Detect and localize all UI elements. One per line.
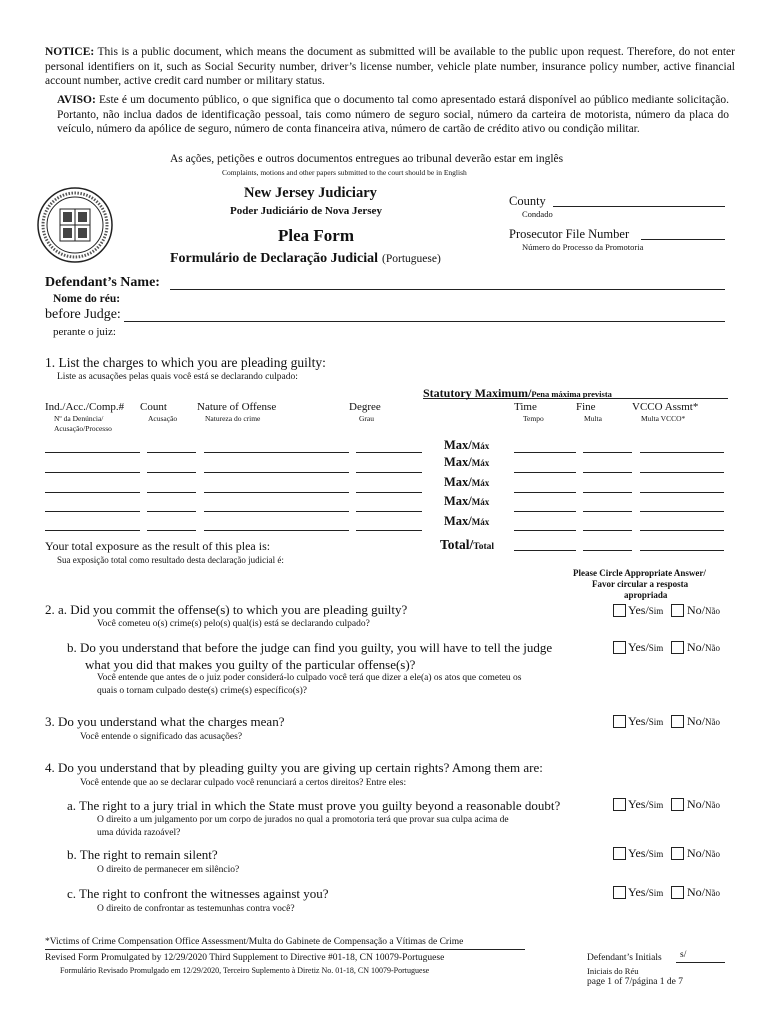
judiciary-title-pt: Poder Judiciário de Nova Jersey <box>230 205 382 217</box>
notice-label: NOTICE: <box>45 46 95 58</box>
ind-field[interactable] <box>45 452 140 453</box>
total-fine-field[interactable] <box>583 550 632 551</box>
revised-form-pt: Formulário Revisado Promulgado em 12/29/2020, Terceiro Suplemento à Diretiz No. 01-18, CN 10079-Portuguese <box>60 966 430 975</box>
col-time: Time <box>514 401 537 413</box>
judge-label-pt: perante o juiz: <box>53 326 116 338</box>
ind-field[interactable] <box>45 492 140 493</box>
q1-text: 1. List the charges to which you are pleading guilty: <box>45 355 326 370</box>
initials-label-pt: Iniciais do Réu <box>587 966 639 976</box>
court-language-en: Complaints, motions and other papers submitted to the court should be in English <box>222 168 467 177</box>
max-label-pt: Máx <box>471 441 490 451</box>
q2a-text-pt: Você cometeu o(s) crime(s) pelo(s) qual(is) está se declarando culpado? <box>97 619 370 629</box>
yes-text-pt: Sim <box>648 717 664 727</box>
ind-field[interactable] <box>45 530 140 531</box>
statutory-max-label-pt: Pena máxima prevista <box>531 389 612 399</box>
ind-field[interactable] <box>45 511 140 512</box>
initials-mark: s/ <box>680 950 687 960</box>
nature-field[interactable] <box>204 492 349 493</box>
q4-text-pt: Você entende que ao se declarar culpado você renunciará a certos direitos? Entre eles: <box>80 778 407 788</box>
footnote: *Victims of Crime Compensation Office Assessment/Multa do Gabinete de Compensação a Vítimas de Crime <box>45 937 464 947</box>
q4c-text: c. The right to confront the witnesses against you? <box>67 886 329 901</box>
exposure-text: Your total exposure as the result of this plea is: <box>45 539 271 553</box>
initials-label: Defendant’s Initials <box>587 953 662 963</box>
vcco-field[interactable] <box>640 492 724 493</box>
yes-text: Yes/ <box>628 603 649 617</box>
max-label-3 <box>444 475 489 490</box>
notice-english <box>45 45 735 89</box>
col-nature-pt: Natureza do crime <box>205 414 261 423</box>
no-text: No/ <box>687 885 705 899</box>
q4a-yes-label <box>628 797 663 812</box>
no-text-pt: Não <box>705 606 720 616</box>
q1-text-pt: Liste as acusações pelas quais você está se declarando culpado: <box>57 372 298 382</box>
q2b-yes-label <box>628 640 663 655</box>
yes-text: Yes/ <box>628 714 649 728</box>
q4c-yes-checkbox[interactable] <box>613 886 626 899</box>
no-text-pt: Não <box>705 849 720 859</box>
fine-field[interactable] <box>583 511 632 512</box>
max-label-1 <box>444 438 489 453</box>
fine-field[interactable] <box>583 492 632 493</box>
col-count-pt: Acusação <box>148 414 178 423</box>
q4a-text: a. The right to a jury trial in which the State must prove you guilty beyond a reasonable doubt? <box>67 798 561 813</box>
q3-yes-label <box>628 714 663 729</box>
max-label-pt: Máx <box>471 517 490 527</box>
q4c-text-pt: O direito de confrontar as testemunhas contra você? <box>97 904 295 914</box>
q2b-yes-checkbox[interactable] <box>613 641 626 654</box>
county-label-pt: Condado <box>522 209 553 219</box>
revised-form: Revised Form Promulgated by 12/29/2020 Third Supplement to Directive #01-18, CN 10079-Portuguese <box>45 953 445 963</box>
total-vcco-field[interactable] <box>640 550 724 551</box>
circle-instruction-2: Favor circular a resposta <box>592 579 689 589</box>
judiciary-title: New Jersey Judiciary <box>244 185 377 201</box>
q2b-text-pt: Você entende que antes de o juiz poder considerá-lo culpado você terá que dizer a ele(a) os atos que cometeu os <box>97 673 522 683</box>
total-label <box>440 537 494 553</box>
vcco-field[interactable] <box>640 452 724 453</box>
form-title-pt-row <box>170 249 441 267</box>
q3-no-label <box>687 714 720 729</box>
q4a-no-label <box>687 797 720 812</box>
count-field[interactable] <box>147 472 196 473</box>
max-label-5 <box>444 514 489 529</box>
prosecutor-file-label-pt: Número do Processo da Promotoria <box>522 242 644 252</box>
yes-text: Yes/ <box>628 797 649 811</box>
form-title-pt: Formulário de Declaração Judicial <box>170 251 379 266</box>
vcco-field[interactable] <box>640 530 724 531</box>
max-label-2 <box>444 455 489 470</box>
judge-label: before Judge: <box>45 307 121 322</box>
yes-text: Yes/ <box>628 640 649 654</box>
q4a-text-pt: O direito a um julgamento por um corpo de jurados no qual a promotoria terá que provar sua culpa acima de <box>97 815 509 825</box>
q3-yes-checkbox[interactable] <box>613 715 626 728</box>
col-time-pt: Tempo <box>523 414 544 423</box>
aviso-text: Este é um documento público, o que significa que o documento tal como apresentado estará disponível ao público mediante solicitação. Portanto, não inclua dados de identificação pessoal, tais como número de seguro social, número da carteira de motorista, número da placa do veículo, número da apólice de seguro, número de conta financeira ativa, número de cartão de crédito ativo ou condição militar. <box>57 94 729 135</box>
q4a-text-pt2: uma dúvida razoável? <box>97 828 181 838</box>
circle-instruction-1: Please Circle Appropriate Answer/ <box>573 568 706 578</box>
col-fine-pt: Multa <box>584 414 602 423</box>
q2a-yes-checkbox[interactable] <box>613 604 626 617</box>
time-field[interactable] <box>514 492 576 493</box>
no-text-pt: Não <box>705 888 720 898</box>
degree-field[interactable] <box>356 472 422 473</box>
col-ind-pt2: Acusação/Processo <box>54 424 112 433</box>
q3-no-checkbox[interactable] <box>671 715 684 728</box>
max-label-pt: Máx <box>471 478 490 488</box>
county-field[interactable] <box>553 206 725 207</box>
q2b-text-pt2: quais o tornam culpado deste(s) crime(s) específico(s)? <box>97 686 307 696</box>
defendant-name-label: Defendant’s Name: <box>45 275 160 290</box>
total-label-pt: Total <box>473 542 495 552</box>
max-label-text: Max/ <box>444 475 472 489</box>
defendant-name-field[interactable] <box>170 289 725 290</box>
q2b-text-2: what you did that makes you guilty of the particular offense(s)? <box>85 657 416 672</box>
q4a-no-checkbox[interactable] <box>671 798 684 811</box>
count-field[interactable] <box>147 452 196 453</box>
fine-field[interactable] <box>583 530 632 531</box>
yes-text-pt: Sim <box>648 643 664 653</box>
fine-field[interactable] <box>583 472 632 473</box>
statutory-max-rule <box>423 398 728 399</box>
no-text-pt: Não <box>705 643 720 653</box>
yes-text-pt: Sim <box>648 849 664 859</box>
q2a-text: 2. a. Did you commit the offense(s) to which you are pleading guilty? <box>45 602 408 617</box>
vcco-field[interactable] <box>640 511 724 512</box>
degree-field[interactable] <box>356 452 422 453</box>
footnote-rule <box>45 949 525 950</box>
q2a-no-checkbox[interactable] <box>671 604 684 617</box>
col-count: Count <box>140 401 167 413</box>
max-label-text: Max/ <box>444 494 472 508</box>
exposure-text-pt: Sua exposição total como resultado desta declaração judicial é: <box>57 555 284 565</box>
total-time-field[interactable] <box>514 550 576 551</box>
nature-field[interactable] <box>204 472 349 473</box>
count-field[interactable] <box>147 530 196 531</box>
notice-text: This is a public document, which means the document as submitted will be available to the public upon request. Therefore, do not enter personal identifiers on it, such as Social Security number, driver’s license number, vehicle plate number, insurance policy number, active financial account number, active credit card number or military status. <box>45 46 735 87</box>
time-field[interactable] <box>514 511 576 512</box>
col-fine: Fine <box>576 401 596 413</box>
q4c-yes-label <box>628 885 663 900</box>
prosecutor-file-field[interactable] <box>641 239 725 240</box>
col-ind-pt: Nº da Denúncia/ <box>54 414 104 423</box>
page-number: page 1 of 7/página 1 de 7 <box>587 977 684 987</box>
max-label-text: Max/ <box>444 514 472 528</box>
notice-portuguese <box>57 93 729 137</box>
degree-field[interactable] <box>356 530 422 531</box>
fine-field[interactable] <box>583 452 632 453</box>
vcco-field[interactable] <box>640 472 724 473</box>
col-vcco-pt: Multa VCCO* <box>641 414 686 423</box>
q2a-yes-label <box>628 603 663 618</box>
count-field[interactable] <box>147 492 196 493</box>
q4b-text: b. The right to remain silent? <box>67 847 218 862</box>
total-label-text: Total/ <box>440 537 474 552</box>
county-label: County <box>509 194 546 208</box>
q2b-no-checkbox[interactable] <box>671 641 684 654</box>
q4c-no-checkbox[interactable] <box>671 886 684 899</box>
no-text: No/ <box>687 603 705 617</box>
prosecutor-file-label: Prosecutor File Number <box>509 227 630 241</box>
q4b-no-label <box>687 846 720 861</box>
q4a-yes-checkbox[interactable] <box>613 798 626 811</box>
q3-text-pt: Você entende o significado das acusações? <box>80 732 243 742</box>
degree-field[interactable] <box>356 511 422 512</box>
q4b-yes-checkbox[interactable] <box>613 847 626 860</box>
yes-text-pt: Sim <box>648 888 664 898</box>
time-field[interactable] <box>514 452 576 453</box>
nj-judiciary-seal-icon <box>36 186 114 264</box>
col-ind: Ind./Acc./Comp.# <box>45 401 125 413</box>
no-text: No/ <box>687 846 705 860</box>
nature-field[interactable] <box>204 530 349 531</box>
yes-text-pt: Sim <box>648 800 664 810</box>
degree-field[interactable] <box>356 492 422 493</box>
no-text: No/ <box>687 797 705 811</box>
q4c-no-label <box>687 885 720 900</box>
nature-field[interactable] <box>204 511 349 512</box>
no-text: No/ <box>687 714 705 728</box>
no-text-pt: Não <box>705 717 720 727</box>
defendant-name-label-pt: Nome do réu: <box>53 293 121 305</box>
no-text: No/ <box>687 640 705 654</box>
judge-field[interactable] <box>124 321 725 322</box>
form-title: Plea Form <box>278 226 354 245</box>
max-label-text: Max/ <box>444 438 472 452</box>
q2a-no-label <box>687 603 720 618</box>
time-field[interactable] <box>514 472 576 473</box>
nature-field[interactable] <box>204 452 349 453</box>
aviso-label: AVISO: <box>57 94 96 106</box>
court-language-pt: As ações, petições e outros documentos entregues ao tribunal deverão estar em inglês <box>170 153 564 165</box>
ind-field[interactable] <box>45 472 140 473</box>
circle-instruction-3: apropriada <box>624 590 668 600</box>
q4b-yes-label <box>628 846 663 861</box>
form-title-lang: (Portuguese) <box>382 253 441 265</box>
no-text-pt: Não <box>705 800 720 810</box>
time-field[interactable] <box>514 530 576 531</box>
statutory-max-label: Statutory Maximum/ <box>423 386 532 400</box>
count-field[interactable] <box>147 511 196 512</box>
col-degree-pt: Grau <box>359 414 374 423</box>
q4-text: 4. Do you understand that by pleading guilty you are giving up certain rights? Among them are: <box>45 760 543 775</box>
max-label-text: Max/ <box>444 455 472 469</box>
statutory-max-heading <box>423 384 612 402</box>
max-label-pt: Máx <box>471 497 490 507</box>
col-vcco: VCCO Assmt* <box>632 401 699 413</box>
yes-text: Yes/ <box>628 885 649 899</box>
max-label-4 <box>444 494 489 509</box>
max-label-pt: Máx <box>471 458 490 468</box>
yes-text-pt: Sim <box>648 606 664 616</box>
col-nature: Nature of Offense <box>197 401 277 413</box>
q2b-no-label <box>687 640 720 655</box>
q4b-no-checkbox[interactable] <box>671 847 684 860</box>
q4b-text-pt: O direito de permanecer em silêncio? <box>97 865 240 875</box>
initials-field[interactable] <box>676 962 725 963</box>
yes-text: Yes/ <box>628 846 649 860</box>
q2b-text: b. Do you understand that before the judge can find you guilty, you will have to tell the judge <box>67 640 553 655</box>
col-degree: Degree <box>349 401 381 413</box>
q3-text: 3. Do you understand what the charges mean? <box>45 714 285 729</box>
